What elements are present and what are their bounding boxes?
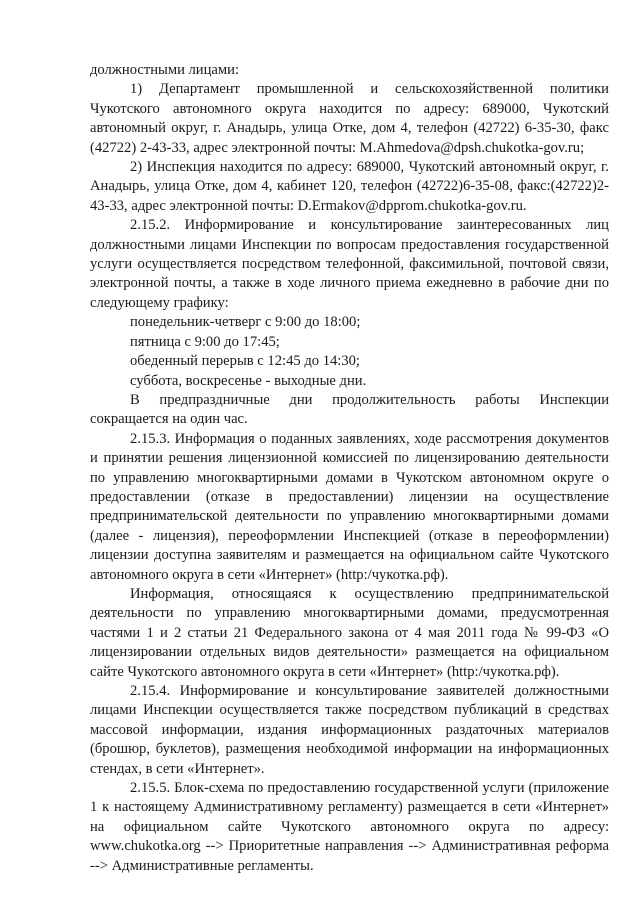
paragraph-inspection-address: 2) Инспекция находится по адресу: 689000, Чукотский автономный округ, г. Анадырь, улица Отке, дом 4, кабинет 120, телефон (42722)6-35-08, факс:(42722)2-43-33, адрес электронной почты: D.Ermakov@dpprom.chukotka-gov.ru.	[90, 159, 609, 214]
schedule-line-weekend: суббота, воскресенье - выходные дни.	[130, 372, 367, 389]
paragraph-continuation: должностными лицами:	[90, 62, 240, 78]
paragraph-2-15-4: 2.15.4. Информирование и консультирование заявителей должностными лицами Инспекции осуществляется также посредством публикаций в средствах массовой информации, издания информационных раздаточных материалов (брошюр, буклетов), размещения необходимой информации на информационных стендах, в сети «Интернет».	[90, 683, 609, 777]
paragraph-2-15-2: 2.15.2. Информирование и консультирование заинтересованных лиц должностными лицами Инспекции по вопросам предоставления государственной услуги осуществляется посредством телефонной, факсимильной, почтовой связи, электронной почты, а также в ходе личного приема ежедневно в рабочие дни по следующему графику:	[90, 217, 609, 311]
paragraph-2-15-3: 2.15.3. Информация о поданных заявлениях, ходе рассмотрения документов и принятии решения лицензионной комиссией по лицензированию деятельности по управлению многоквартирными домами в Чукотском автономном округе о предоставлении (отказе в предоставлении) лицензии на осуществление предпринимательской деятельности по управлению многоквартирными домами (далее - лицензия), переоформлении Инспекцией (отказе в переоформлении) лицензии доступна заявителям и размещается на официальном сайте Чукотского автономного округа в сети «Интернет» (http:/чукотка.рф).	[90, 430, 609, 583]
paragraph-business-info: Информация, относящаяся к осуществлению предпринимательской деятельности по управлению многоквартирными домами, предусмотренная частями 1 и 2 статьи 21 Федерального закона от 4 мая 2011 года № 99-ФЗ «О лицензировании отдельных видов деятельности» размещается на официальном сайте Чукотского автономного округа в сети «Интернет» (http:/чукотка.рф).	[90, 585, 609, 680]
paragraph-2-15-5: 2.15.5. Блок-схема по предоставлению государственной услуги (приложение 1 к настоящему Административному регламенту) размещается в сети «Интернет» на официальном сайте Чукотского автономного округа по адресу: www.chukotka.org --> Приоритетные направления --> Административная реформа --> Административные регламенты.	[90, 780, 609, 874]
paragraph-department-address: 1) Департамент промышленной и сельскохозяйственной политики Чукотского автономного округа находится по адресу: 689000, Чукотский автономный округ, г. Анадырь, улица Отке, дом 4, телефон (42722) 6-35-30, факс (42722) 2-43-33, адрес электронной почты: M.Ahmedova@dpsh.chukotka-gov.ru;	[90, 81, 609, 156]
paragraph-preholiday: В предпраздничные дни продолжительность работы Инспекции сокращается на один час.	[90, 391, 609, 428]
schedule-line-lunch: обеденный перерыв с 12:45 до 14:30;	[130, 353, 360, 370]
schedule-line-friday: пятница с 9:00 до 17:45;	[130, 333, 280, 350]
document-text	[90, 61, 609, 876]
schedule-line-mon-thu: понедельник-четверг с 9:00 до 18:00;	[130, 314, 361, 331]
